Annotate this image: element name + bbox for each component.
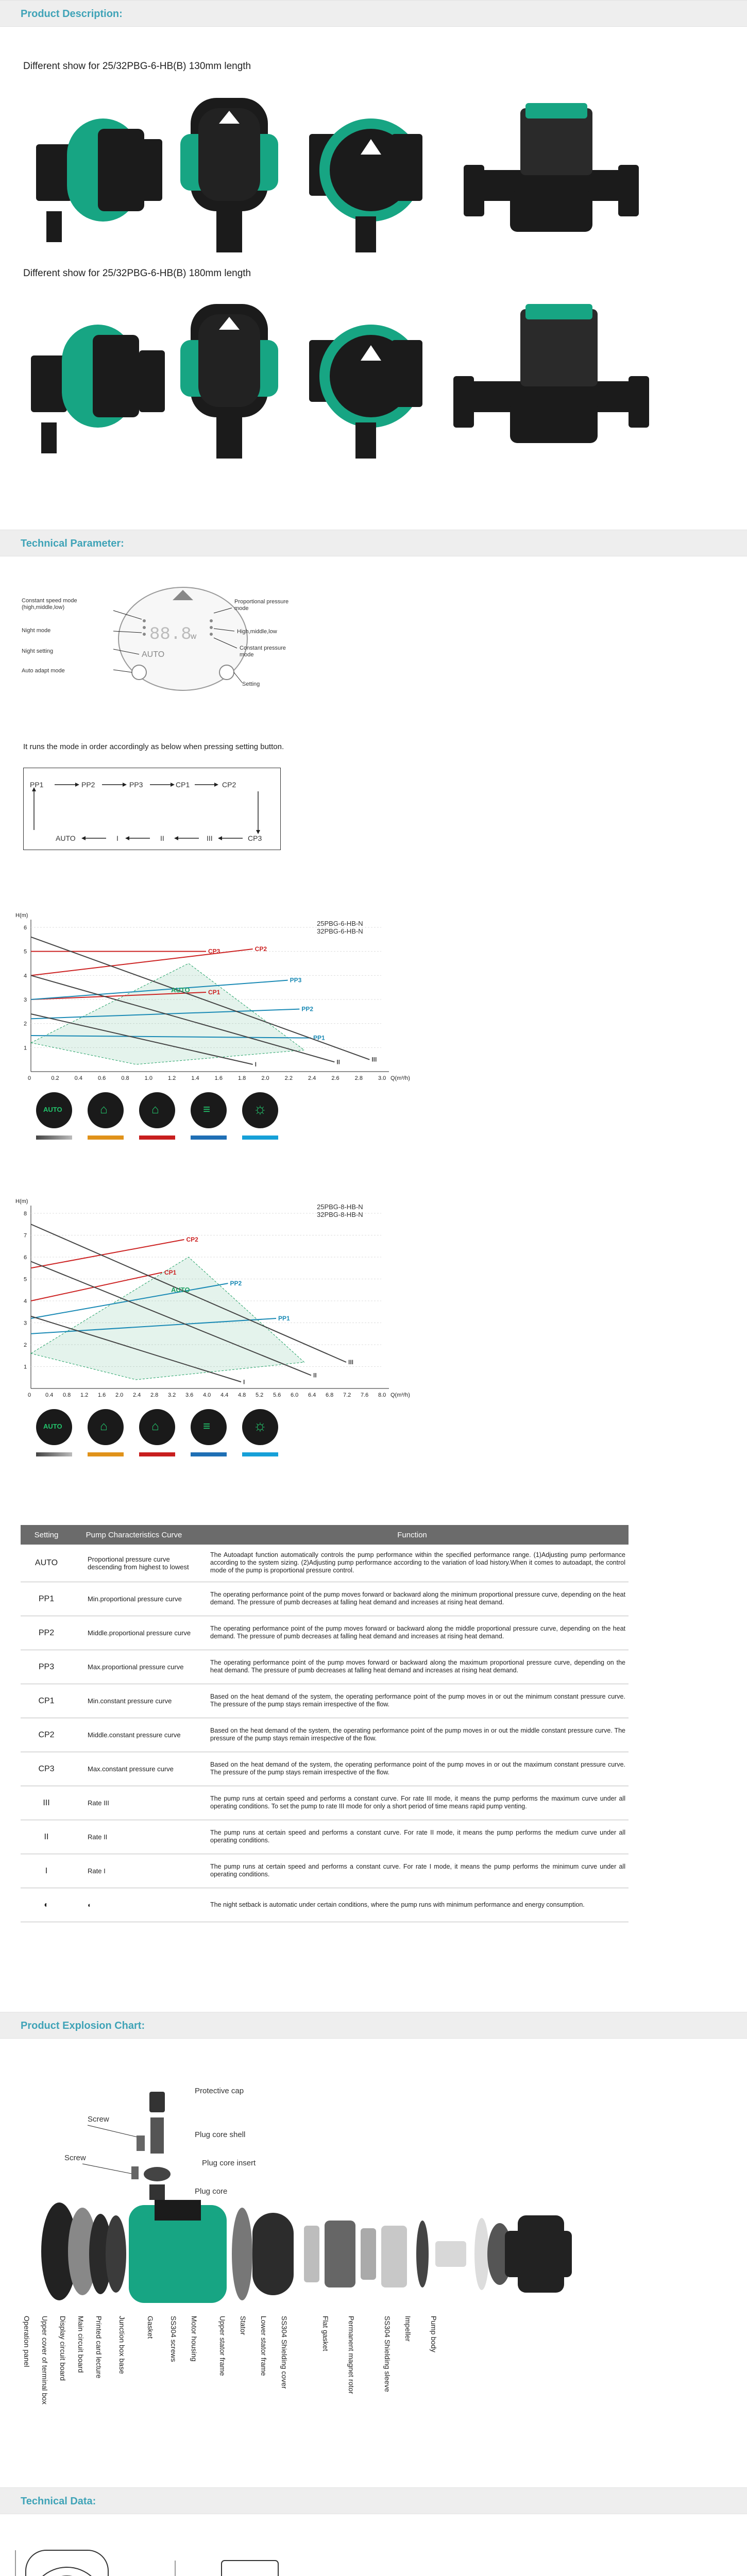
x-tick-label: 0.2 bbox=[51, 1075, 59, 1081]
bar-cp bbox=[139, 1452, 175, 1456]
curve-cell: Proportional pressure curve descending from highest to lowest bbox=[72, 1545, 196, 1582]
pump-front-right-180 bbox=[309, 325, 422, 459]
y-tick-label: 4 bbox=[24, 973, 27, 979]
panel-auto-text: AUTO bbox=[142, 650, 165, 659]
function-row bbox=[21, 1582, 629, 1616]
series-label: I bbox=[254, 1061, 257, 1068]
btn-glyph-speed: ≡ bbox=[203, 1419, 211, 1433]
function-row bbox=[21, 1545, 629, 1582]
pump-front-left-180 bbox=[31, 325, 165, 453]
btn-glyph-cp: ⌂ bbox=[151, 1419, 159, 1433]
x-tick-label: 6.8 bbox=[326, 1392, 334, 1398]
label-constant-speed: Constant speed mode bbox=[22, 598, 77, 604]
curve-cell: Rate I bbox=[72, 1854, 196, 1888]
part-label-bottom: Upper stator frame bbox=[218, 2316, 227, 2376]
setting-cell: CP2 bbox=[21, 1718, 72, 1752]
part-label-bottom: Main circuit board bbox=[77, 2316, 85, 2373]
series-label: CP1 bbox=[208, 989, 220, 996]
x-tick-label: 3.6 bbox=[185, 1392, 194, 1398]
auto-label: AUTO bbox=[171, 986, 190, 994]
function-cell: The pump runs at certain speed and performs a constant curve. For rate III mode, it means the pump performs the maximum curve under all operating conditions. To set the pump to rate III mode for only a short period of time means rapid pump venting. bbox=[196, 1786, 629, 1820]
x-tick-label: 2.2 bbox=[284, 1075, 293, 1081]
section-header-explosion bbox=[0, 2012, 747, 2039]
y-axis-label: H(m) bbox=[15, 912, 28, 919]
x-tick-label: 1.8 bbox=[238, 1075, 246, 1081]
curve-cell: Rate III bbox=[72, 1786, 196, 1820]
btn-glyph-cp: ⌂ bbox=[151, 1103, 159, 1116]
function-row bbox=[21, 1752, 629, 1786]
function-cell: Based on the heat demand of the system, the operating performance point of the pump moves in or out the maximum constant pressure curve. The pressure of the pump stays remain irrespective of the flow. bbox=[196, 1752, 629, 1786]
series-label: PP1 bbox=[313, 1034, 325, 1042]
x-tick-label: 0.8 bbox=[121, 1075, 129, 1081]
x-tick-label: 7.6 bbox=[361, 1392, 369, 1398]
series-label: CP3 bbox=[208, 947, 220, 955]
x-tick-label: 1.4 bbox=[191, 1075, 199, 1081]
x-tick-label: 8.0 bbox=[378, 1392, 386, 1398]
y-tick-label: 2 bbox=[24, 1021, 27, 1027]
series-label: I bbox=[243, 1378, 245, 1386]
part-label-bottom: Printed card lecture bbox=[95, 2316, 103, 2379]
part-label-bottom: SS304 Shielding sleeve bbox=[383, 2316, 392, 2392]
x-tick-label: 2.0 bbox=[115, 1392, 124, 1398]
series-label: III bbox=[371, 1056, 377, 1063]
x-tick-label: 1.0 bbox=[144, 1075, 152, 1081]
section-title: Product Explosion Chart: bbox=[21, 2020, 145, 2031]
x-tick-label: 0.8 bbox=[63, 1392, 71, 1398]
label-proportional-sub: mode bbox=[234, 605, 249, 612]
setting-cell: PP1 bbox=[21, 1582, 72, 1616]
function-cell: The night setback is automatic under certain conditions, where the pump runs with minimum performance and energy consumption. bbox=[196, 1888, 629, 1922]
part-plug-core-insert: Plug core insert bbox=[202, 2159, 256, 2167]
night-button[interactable] bbox=[132, 665, 146, 680]
setting-cell: III bbox=[21, 1786, 72, 1820]
x-tick-label: 1.2 bbox=[80, 1392, 89, 1398]
part-label-bottom: SS304 Shielding cover bbox=[280, 2316, 288, 2389]
bar-cp bbox=[139, 1136, 175, 1140]
panel-display: 88.8 bbox=[149, 625, 192, 645]
curve-cell: Middle.constant pressure curve bbox=[72, 1718, 196, 1752]
cycle-iii: III bbox=[207, 834, 213, 842]
series-label: PP2 bbox=[230, 1280, 242, 1287]
pump-front-130 bbox=[180, 98, 278, 252]
section-title: Technical Parameter: bbox=[21, 538, 124, 549]
pump-front-180 bbox=[180, 304, 278, 459]
mode-cycle-box bbox=[23, 768, 281, 850]
cycle-i: I bbox=[116, 834, 118, 842]
part-label-bottom: Upper cover of terminal box bbox=[41, 2316, 49, 2404]
part-plug-core: Plug core bbox=[195, 2187, 228, 2196]
y-tick-label: 2 bbox=[24, 1342, 27, 1348]
label-night-mode: Night mode bbox=[22, 628, 51, 634]
setting-button[interactable] bbox=[219, 665, 234, 680]
x-tick-label: 5.6 bbox=[273, 1392, 281, 1398]
chart2-title-line1: 25PBG-8-HB-N bbox=[317, 1203, 363, 1211]
x-tick-label: 2.6 bbox=[331, 1075, 339, 1081]
pump-side-130 bbox=[464, 103, 639, 232]
x-tick-label: 2.0 bbox=[261, 1075, 269, 1081]
series-line-cp2 bbox=[31, 949, 253, 975]
label-night-setting: Night setting bbox=[22, 648, 54, 654]
label-constant-pressure-sub: mode bbox=[240, 652, 254, 658]
part-label-bottom: Motor housing bbox=[190, 2316, 198, 2362]
section-title: Product Description: bbox=[21, 8, 123, 20]
series-line-cp2 bbox=[31, 1240, 184, 1268]
cycle-cp1: CP1 bbox=[176, 781, 190, 789]
x-axis-label: Q(m³/h) bbox=[391, 1392, 410, 1398]
cycle-ii: II bbox=[160, 834, 164, 842]
caption-130: Different show for 25/32PBG-6-HB(B) 130mm length bbox=[23, 61, 251, 72]
function-row bbox=[21, 1888, 629, 1922]
y-tick-label: 1 bbox=[24, 1364, 27, 1370]
cycle-pp1: PP1 bbox=[30, 781, 44, 789]
series-label: PP2 bbox=[301, 1005, 314, 1013]
part-label-bottom: Gasket bbox=[146, 2316, 155, 2339]
function-cell: The Autoadapt function automatically controls the pump performance within the specified performance range. (1)Adjusting pump performance according to the system sizing. (2)Adjusting pump performance according to the variation of load history.When it comes to autoadapt, the control mode of the pump is proportional pressure control. bbox=[196, 1545, 629, 1582]
cycle-pp3: PP3 bbox=[129, 781, 143, 789]
curve-cell: Min.proportional pressure curve bbox=[72, 1582, 196, 1616]
label-constant-pressure: Constant pressure bbox=[240, 645, 286, 651]
bar-pp bbox=[88, 1452, 124, 1456]
label-high-middle-low: High,middle,low bbox=[237, 629, 277, 635]
y-tick-label: 3 bbox=[24, 997, 27, 1003]
col-curve: Pump Characteristics Curve bbox=[72, 1525, 196, 1545]
x-tick-label: 1.2 bbox=[168, 1075, 176, 1081]
label-setting: Setting bbox=[242, 681, 260, 687]
x-tick-label: 7.2 bbox=[343, 1392, 351, 1398]
function-table bbox=[21, 1525, 629, 1922]
btn-glyph-pp: ⌂ bbox=[100, 1103, 108, 1116]
col-function: Function bbox=[196, 1525, 629, 1545]
btn-glyph-auto: AUTO bbox=[43, 1106, 62, 1113]
y-tick-label: 6 bbox=[24, 925, 27, 931]
curve-cell: Rate II bbox=[72, 1820, 196, 1854]
function-row bbox=[21, 1718, 629, 1752]
part-protective-cap: Protective cap bbox=[195, 2087, 244, 2095]
x-tick-label: 2.8 bbox=[150, 1392, 159, 1398]
cycle-auto: AUTO bbox=[56, 834, 76, 842]
y-tick-label: 5 bbox=[24, 1276, 27, 1283]
label-auto-adapt: Auto adapt mode bbox=[22, 668, 65, 674]
y-tick-label: 6 bbox=[24, 1255, 27, 1261]
y-tick-label: 8 bbox=[24, 1211, 27, 1217]
y-tick-label: 5 bbox=[24, 948, 27, 955]
mode-buttons-row-2 bbox=[36, 1409, 304, 1466]
cycle-pp2: PP2 bbox=[81, 781, 95, 789]
btn-glyph-pp: ⌂ bbox=[100, 1419, 108, 1433]
y-tick-label: 3 bbox=[24, 1320, 27, 1327]
x-axis-label: Q(m³/h) bbox=[391, 1075, 410, 1081]
function-cell: The operating performance point of the pump moves forward or backward along the minimum proportional pressure curve, depending on the heat demand. The pressure of pumb decreases at falling heat demand and increases at rising heat demand. bbox=[196, 1582, 629, 1616]
bar-auto bbox=[36, 1452, 72, 1456]
part-label-bottom: Junction box base bbox=[118, 2316, 126, 2374]
curve-cell: Middle.proportional pressure curve bbox=[72, 1616, 196, 1650]
cycle-cp2: CP2 bbox=[222, 781, 236, 789]
caption-180: Different show for 25/32PBG-6-HB(B) 180mm length bbox=[23, 268, 251, 279]
curve-cell: ◐ bbox=[72, 1888, 196, 1922]
function-row bbox=[21, 1650, 629, 1684]
function-cell: The pump runs at certain speed and performs a constant curve. For rate I mode, it means the pump performs the minimum curve under all operating conditions. bbox=[196, 1854, 629, 1888]
part-screw-1: Screw bbox=[88, 2115, 109, 2124]
cycle-note: It runs the mode in order accordingly as below when pressing setting button. bbox=[23, 742, 284, 751]
x-tick-label: 0 bbox=[28, 1075, 31, 1081]
section-title: Technical Data: bbox=[21, 2496, 96, 2507]
bar-pp bbox=[88, 1136, 124, 1140]
setting-cell: CP1 bbox=[21, 1684, 72, 1718]
setting-cell: II bbox=[21, 1820, 72, 1854]
btn-glyph-auto: AUTO bbox=[43, 1422, 62, 1430]
chart1-title-line2: 32PBG-6-HB-N bbox=[317, 927, 363, 935]
pump-images-130 bbox=[21, 88, 721, 258]
function-row bbox=[21, 1684, 629, 1718]
part-label-bottom: Permanent magnet rotor bbox=[347, 2316, 355, 2394]
series-label: CP2 bbox=[254, 945, 267, 953]
bar-night bbox=[242, 1136, 278, 1140]
y-tick-label: 1 bbox=[24, 1045, 27, 1052]
pump-front-left-130 bbox=[36, 118, 162, 242]
col-setting: Setting bbox=[21, 1525, 72, 1545]
chart1-title-line1: 25PBG-6-HB-N bbox=[317, 920, 363, 927]
pump-side-180 bbox=[453, 304, 649, 443]
series-label: II bbox=[313, 1371, 317, 1379]
btn-glyph-night: ☼ bbox=[253, 1417, 267, 1434]
bar-speed bbox=[191, 1452, 227, 1456]
x-tick-label: 4.0 bbox=[203, 1392, 211, 1398]
series-label: PP1 bbox=[278, 1315, 290, 1322]
x-tick-label: 1.6 bbox=[98, 1392, 106, 1398]
performance-chart-8 bbox=[10, 1193, 422, 1409]
pump-images-180 bbox=[21, 294, 721, 464]
section-header-technical bbox=[0, 530, 747, 556]
bar-night bbox=[242, 1452, 278, 1456]
function-row bbox=[21, 1616, 629, 1650]
series-label: CP2 bbox=[186, 1236, 198, 1243]
x-tick-label: 4.4 bbox=[220, 1392, 229, 1398]
function-cell: Based on the heat demand of the system, the operating performance point of the pump moves in or out the minimum constant pressure curve. The pressure of the pump stays remain irrespective of the flow. bbox=[196, 1684, 629, 1718]
bar-speed bbox=[191, 1136, 227, 1140]
cycle-cp3: CP3 bbox=[248, 834, 262, 842]
section-header-data bbox=[0, 2487, 747, 2514]
part-label-bottom: SS304 screws bbox=[169, 2316, 178, 2362]
x-tick-label: 0 bbox=[28, 1392, 31, 1398]
part-label-bottom: Lower stator frame bbox=[260, 2316, 268, 2376]
x-tick-label: 1.6 bbox=[214, 1075, 223, 1081]
explosion-bottom-labels bbox=[0, 2316, 618, 2404]
setting-cell: PP2 bbox=[21, 1616, 72, 1650]
explosion-parts bbox=[41, 2092, 572, 2303]
series-label: II bbox=[336, 1058, 341, 1066]
curve-cell: Max.constant pressure curve bbox=[72, 1752, 196, 1786]
section-header-description bbox=[0, 0, 747, 27]
part-label-bottom: Impeller bbox=[404, 2316, 412, 2342]
panel-w-unit: W bbox=[191, 633, 197, 640]
bar-auto bbox=[36, 1136, 72, 1140]
function-row bbox=[21, 1854, 629, 1888]
x-tick-label: 2.4 bbox=[133, 1392, 141, 1398]
series-label: CP1 bbox=[164, 1268, 177, 1276]
part-plug-core-shell: Plug core shell bbox=[195, 2130, 246, 2139]
x-tick-label: 3.2 bbox=[168, 1392, 176, 1398]
curve-cell: Min.constant pressure curve bbox=[72, 1684, 196, 1718]
dimension-drawing bbox=[5, 2545, 386, 2576]
part-screw-2: Screw bbox=[64, 2154, 86, 2162]
x-tick-label: 0.6 bbox=[98, 1075, 106, 1081]
part-label-bottom: Pump body bbox=[430, 2316, 438, 2352]
front-view bbox=[15, 2550, 108, 2576]
curve-cell: Max.proportional pressure curve bbox=[72, 1650, 196, 1684]
setting-cell: CP3 bbox=[21, 1752, 72, 1786]
setting-cell: AUTO bbox=[21, 1545, 72, 1582]
series-label: PP3 bbox=[290, 976, 302, 984]
x-tick-label: 4.8 bbox=[238, 1392, 246, 1398]
x-tick-label: 3.0 bbox=[378, 1075, 386, 1081]
x-tick-label: 2.8 bbox=[354, 1075, 363, 1081]
part-label-bottom: Operation panel bbox=[23, 2316, 31, 2367]
function-row bbox=[21, 1820, 629, 1854]
part-label-bottom: Stator bbox=[239, 2316, 247, 2335]
x-tick-label: 0.4 bbox=[74, 1075, 82, 1081]
y-tick-label: 7 bbox=[24, 1232, 27, 1239]
function-cell: The operating performance point of the pump moves forward or backward along the middle proportional pressure curve, depending on the heat demand. The pressure of pumb decreases at falling heat demand and increases at rising heat demand. bbox=[196, 1616, 629, 1650]
btn-glyph-speed: ≡ bbox=[203, 1103, 211, 1116]
x-tick-label: 6.4 bbox=[308, 1392, 316, 1398]
part-label-bottom: Flat gasket bbox=[321, 2316, 330, 2351]
label-proportional: Proportional pressure bbox=[234, 599, 289, 605]
setting-cell: ◐ bbox=[21, 1888, 72, 1922]
chart2-title-line2: 32PBG-8-HB-N bbox=[317, 1211, 363, 1218]
auto-label: AUTO bbox=[171, 1286, 190, 1294]
y-tick-label: 4 bbox=[24, 1298, 27, 1304]
btn-glyph-night: ☼ bbox=[253, 1100, 267, 1117]
x-tick-label: 0.4 bbox=[45, 1392, 54, 1398]
x-tick-label: 5.2 bbox=[256, 1392, 264, 1398]
function-cell: The operating performance point of the pump moves forward or backward along the maximum proportional pressure curve, depending on the heat demand. The pressure of pumb decreases at falling heat demand and increases at rising heat demand. bbox=[196, 1650, 629, 1684]
pump-front-right-130 bbox=[309, 118, 422, 252]
part-label-bottom: Display circuit board bbox=[59, 2316, 67, 2381]
side-view bbox=[175, 2561, 345, 2576]
function-cell: Based on the heat demand of the system, the operating performance point of the pump moves in or out the middle constant pressure curve. The pressure of the pump stays remain irrespective of the flow. bbox=[196, 1718, 629, 1752]
function-row bbox=[21, 1786, 629, 1820]
x-tick-label: 2.4 bbox=[308, 1075, 316, 1081]
mode-buttons-row-1 bbox=[36, 1092, 304, 1149]
label-constant-speed-sub: (high,middle,low) bbox=[22, 604, 65, 611]
setting-cell: PP3 bbox=[21, 1650, 72, 1684]
y-axis-label: H(m) bbox=[15, 1198, 28, 1205]
x-tick-label: 6.0 bbox=[291, 1392, 299, 1398]
series-label: III bbox=[348, 1359, 354, 1366]
setting-cell: I bbox=[21, 1854, 72, 1888]
function-cell: The pump runs at certain speed and performs a constant curve. For rate II mode, it means the pump performs the medium curve under all operating conditions. bbox=[196, 1820, 629, 1854]
